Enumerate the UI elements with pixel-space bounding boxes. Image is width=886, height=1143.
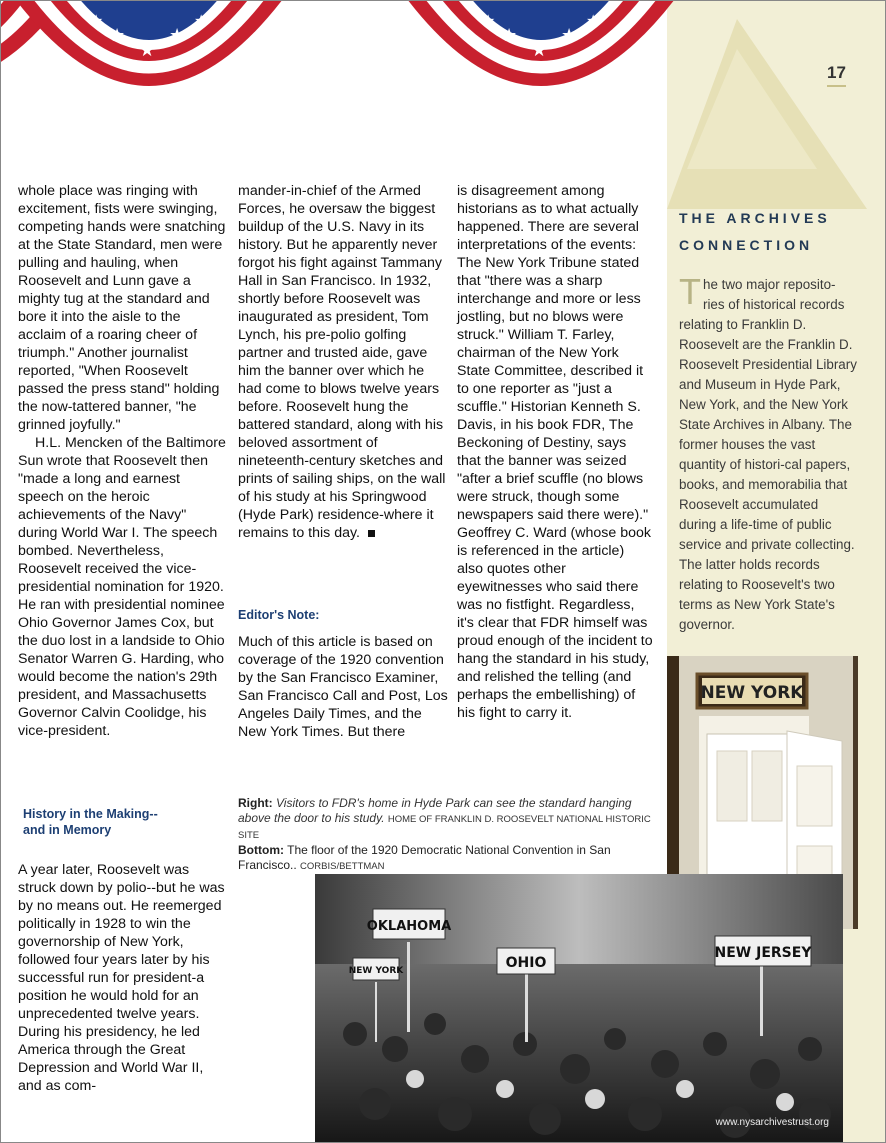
section-heading (23, 806, 223, 838)
editors-note-heading: Editor's Note: (238, 608, 320, 622)
svg-text:★: ★ (561, 25, 578, 46)
svg-text:★: ★ (481, 11, 496, 30)
caption-bottom-text: The floor of the 1920 Democratic National Convention in San Francisco.. (238, 843, 611, 872)
col1-paragraph-2: H.L. Mencken of the Baltimore Sun wrote that Roosevelt then "made a long and earnest speech on the heroic achievements of the Navy" during World War I. The speech bombed. Nevertheless, Roosevelt received the vice-presidential nomination for 1920. He ran with presidential nominee Ohio Governor James Cox, but the duo lost in a landside to Ohio Senator Warren G. Harding, who would become the nation's 29th president, and Massachusetts Governor Calvin Coolidge, his vice-president. (18, 435, 226, 739)
svg-text:★: ★ (139, 40, 156, 61)
col1-paragraph-1: whole place was ringing with excitement, fists were swinging, competing hands were snatching at the State Standard, men were pulling and hauling, when Roosevelt and Lunn gave a mighty tug at the standard and bore it into the aisle to the acclaim of a roaring cheer of triumph." Another journalist reported, "When Roosevelt passed the press stand" holding the now-tattered banner, "he grinned joyfully." (18, 183, 226, 433)
column-3 (457, 182, 653, 722)
sign-oklahoma: OKLAHOMA (366, 919, 452, 934)
column-2 (238, 182, 448, 542)
sign-new-jersey: NEW JERSEY (714, 945, 812, 961)
section-heading-line-1: History in the Making-- (23, 807, 158, 821)
caption-bottom (238, 843, 658, 874)
drop-cap: T (679, 271, 701, 312)
website-watermark: www.nysarchivestrust.org (715, 1117, 829, 1128)
archives-body-text: he two major reposito-ries of historical records relating to Franklin D. Roosevelt are the Franklin D. Roosevelt Presidential Library and Museum in Hyde Park, New York, and the New York State Archives in Albany. The former houses the vast quantity of histori-cal papers, books, and memorabilia that Roosevelt accumulated during a life-time of public service and private collecting. The latter holds records relating to Roosevelt's two terms as New York State's governor. (679, 277, 857, 632)
svg-text:★: ★ (501, 25, 518, 46)
svg-text:★: ★ (531, 40, 548, 61)
caption-right-label: Right: (238, 796, 273, 810)
col2-paragraph-1-text: mander-in-chief of the Armed Forces, he oversaw the biggest buildup of the U.S. Navy in its history. But he apparently never forgot his fight against Tammany Hall in San Francisco. In 1932, shortly before Roosevelt was inaugurated as president, Tom Lynch, his pre-polio golfing partner and trusted aide, gave him the banner over which he had come to blows twelve years before. Roosevelt hung the battered standard, along with his beloved assortment of nineteenth-century sketches and prints of sailing ships, on the wall of his study at his Springwood (Hyde Park) residence-where it remains to this day. (238, 183, 446, 541)
archives-connection-title (679, 205, 879, 259)
caption-right-credit: HOME OF FRANKLIN D. ROOSEVELT NATIONAL HISTORIC SITE (238, 814, 651, 841)
page-number: 17 (827, 63, 846, 87)
sign-new-york: NEW YORK (348, 966, 404, 976)
standard-sign-text: NEW YORK (700, 683, 804, 703)
triangle-logo-graphic (667, 19, 867, 219)
svg-text:★: ★ (169, 25, 186, 46)
convention-floor-photo (315, 874, 843, 1143)
column-1-lower (18, 861, 230, 1095)
convention-crowd-illustration (315, 874, 843, 1143)
svg-text:★: ★ (109, 25, 126, 46)
col1-paragraph-3: A year later, Roosevelt was struck down by polio--but he was by no means out. He reemerged politically in 1928 to win the governorship of New York, followed four years later by his successful run for president-a position he would hold for an unprecedented twelve years. During his presidency, he led America through the Great Depression and World War II, and as com- (18, 862, 225, 1094)
sign-ohio: OHIO (505, 955, 547, 971)
column-2-lower (238, 633, 448, 741)
archives-connection-body (679, 271, 857, 635)
svg-text:★: ★ (194, 11, 209, 30)
caption-bottom-label: Bottom: (238, 843, 284, 857)
col2-paragraph-1 (238, 182, 448, 542)
archives-title-line-1: THE ARCHIVES (679, 210, 831, 226)
archives-title-line-2: CONNECTION (679, 237, 814, 253)
caption-bottom-credit: CORBIS/BETTMAN (300, 861, 385, 872)
svg-text:★: ★ (89, 11, 104, 30)
col3-paragraph-1: is disagreement among historians as to what actually happened. There are several interpretations of the events: The New York Tribune stated that "there was a sharp interchange and more or less jostling, but no blows were struck." William T. Farley, chairman of the New York State Committee, described it to one reporter as "just a scuffle." Historian Kenneth S. Davis, in his book FDR, The Beckoning of Destiny, says that the banner was seized "after a brief scuffle (no blows were struck, though some newspapers said there were)." Geoffrey C. Ward (whose book is referenced in the article) also quotes other eyewitnesses who said there was no fistfight. Regardless, it's clear that FDR himself was proud enough of the incident to hang the standard in his study, and relished the telling (and perhaps the embellishing) of his fight to carry it. (457, 183, 653, 721)
section-heading-line-2: and in Memory (23, 823, 112, 837)
caption-right-text: Visitors to FDR's home in Hyde Park can see the standard hanging above the door to his study. (238, 796, 632, 825)
col2-paragraph-2: Much of this article is based on coverage of the 1920 convention by the San Francisco Examiner, San Francisco Call and Post, Los Angeles Daily Times, and the New York Times. But there (238, 634, 448, 740)
caption-right (238, 796, 658, 843)
column-1 (18, 182, 226, 740)
end-mark-icon (368, 530, 375, 537)
bunting-decoration-right (401, 0, 681, 151)
svg-text:★: ★ (586, 11, 601, 30)
bunting-decoration-center (9, 0, 289, 151)
